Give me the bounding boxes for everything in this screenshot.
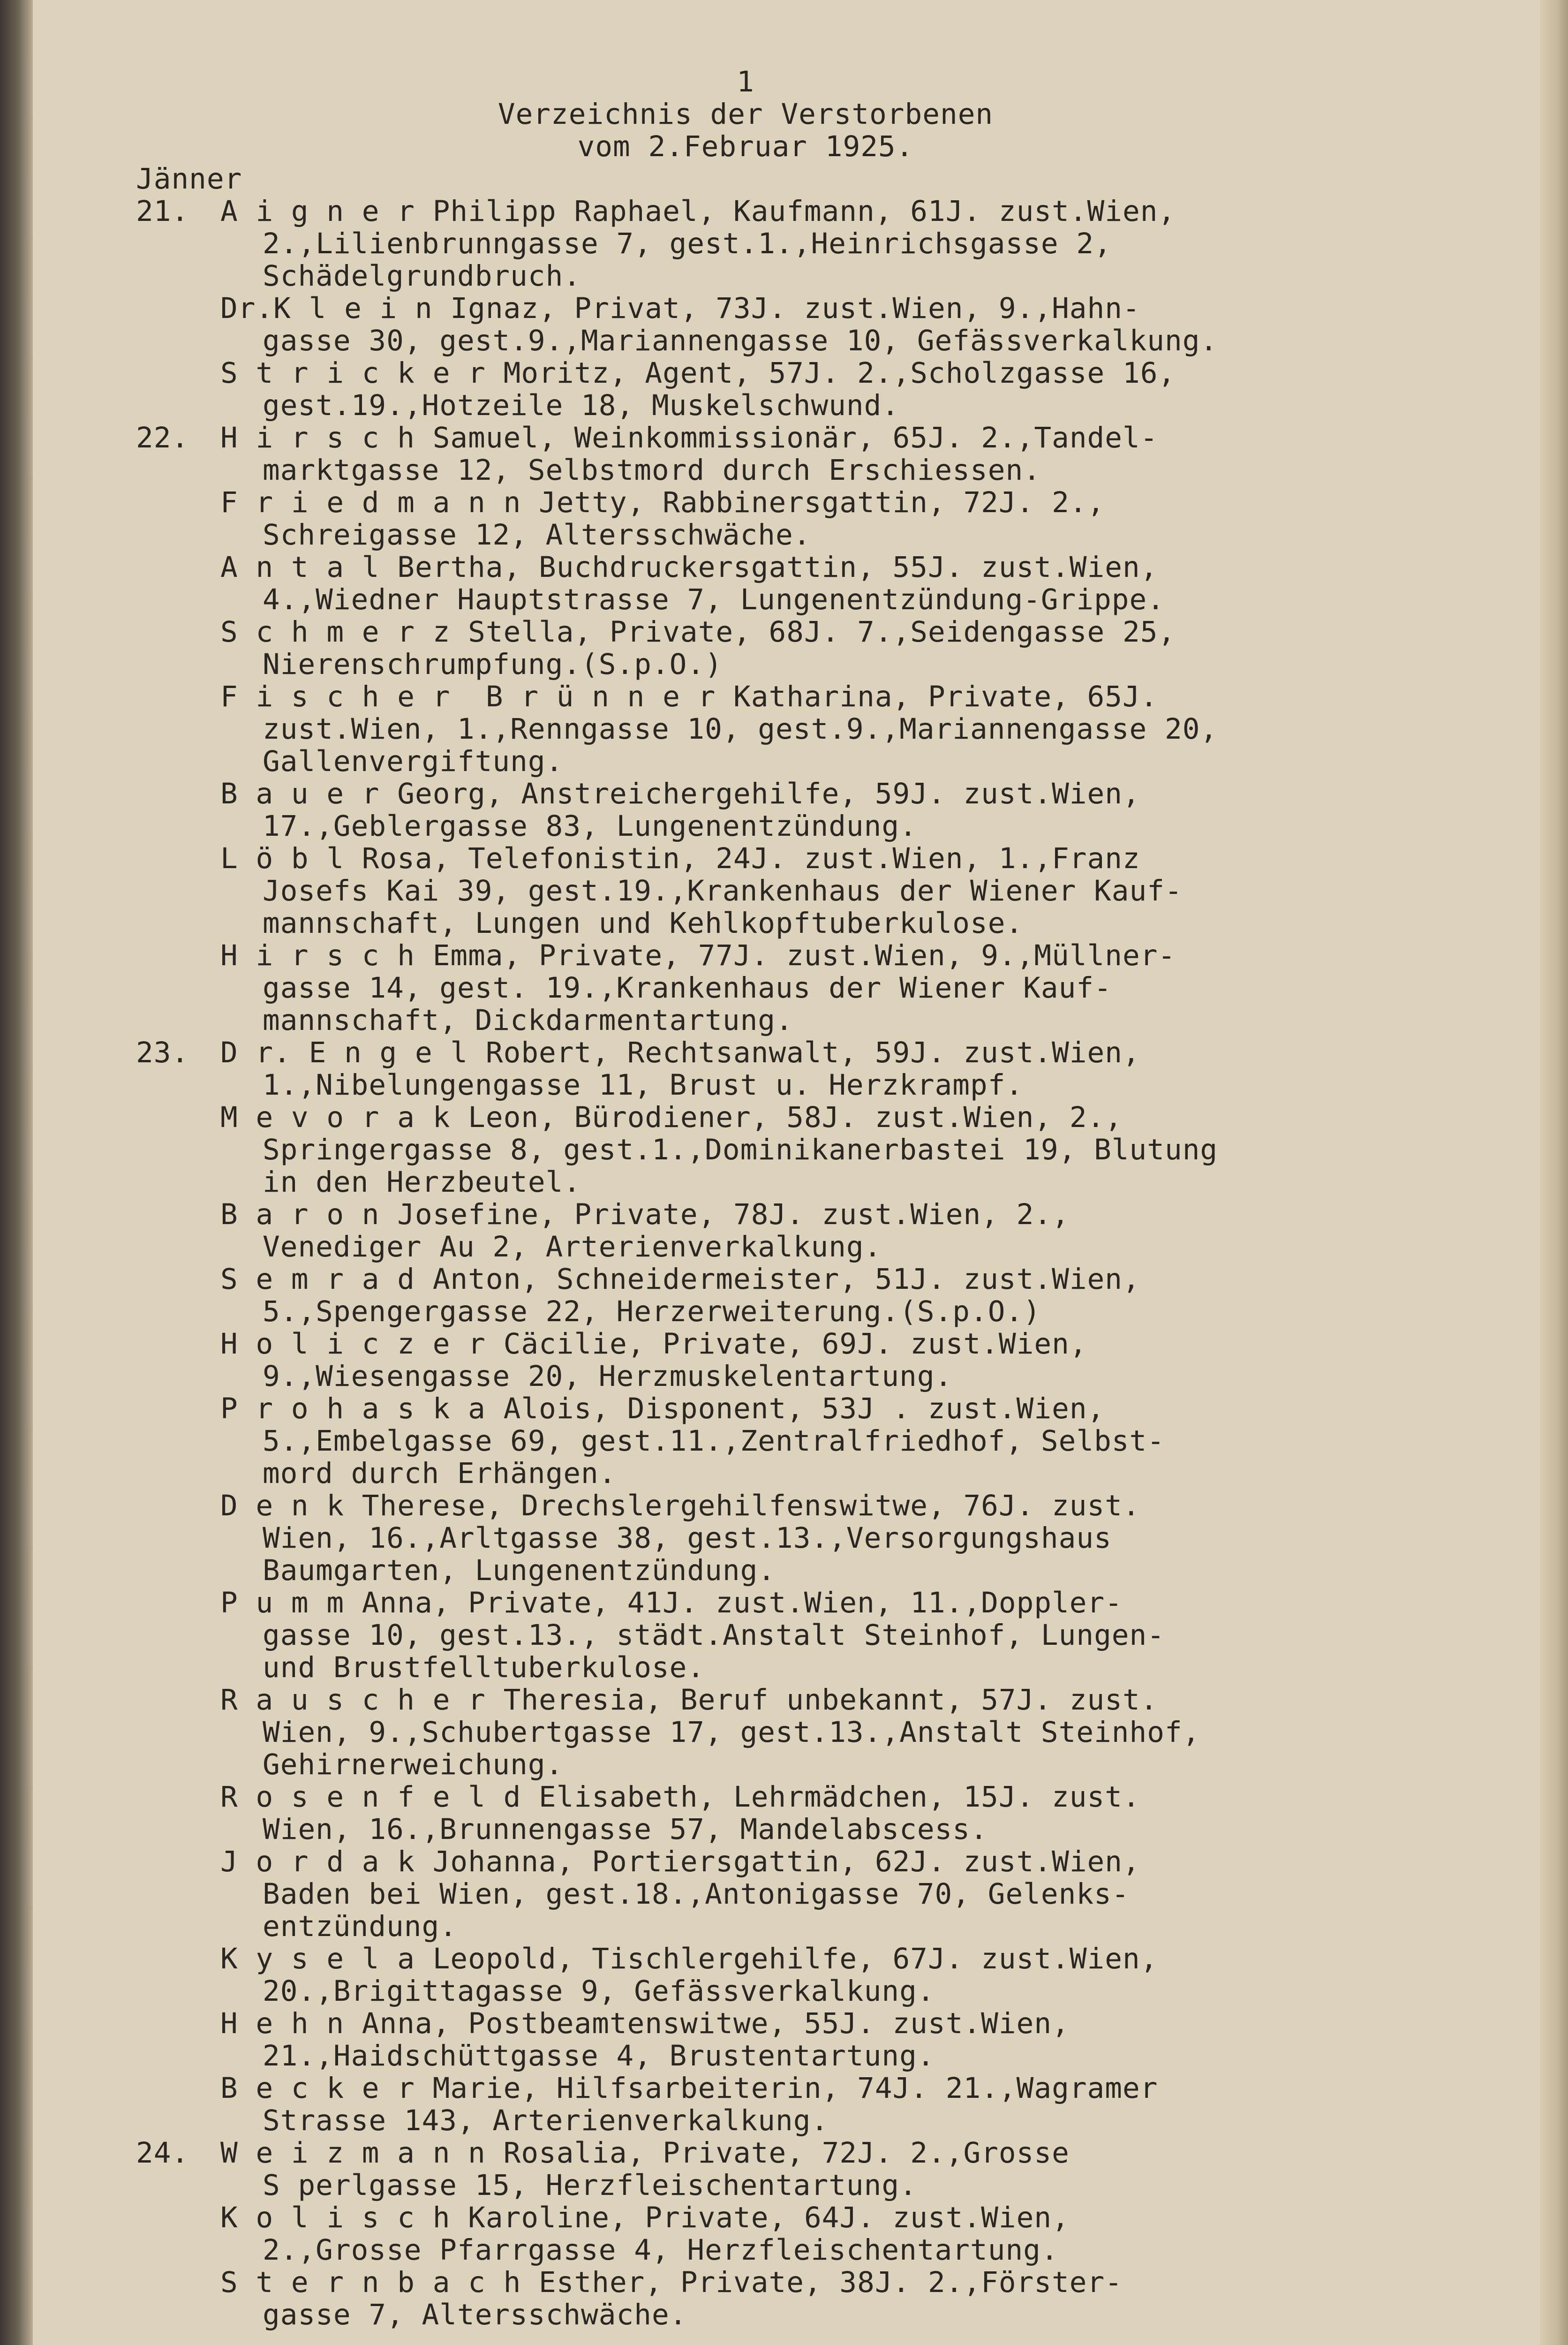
entry-details: Ignaz, Privat, 73J. zust.Wien, 9.,Hahn- [432,292,1140,325]
day-label: 21. [136,195,189,228]
entry-details: Theresia, Beruf unbekannt, 57J. zust. [485,1683,1158,1717]
entry-first-line [220,422,1355,454]
entry-first-line [220,2266,1355,2299]
register-entry [136,422,1355,486]
register-entry [136,1781,1355,1846]
register-entry [136,551,1355,616]
entry-first-line [220,681,1355,713]
entry-details: Moritz, Agent, 57J. 2.,Scholzgasse 16, [485,356,1176,390]
deceased-surname: P r o h a s k a [220,1392,486,1425]
entry-details: Leon, Bürodiener, 58J. zust.Wien, 2., [450,1101,1123,1134]
deceased-surname: F r i e d m a n n [220,486,521,519]
entry-first-line [220,551,1355,583]
deceased-surname: B a r o n [220,1198,380,1231]
entry-details: Karoline, Private, 64J. zust.Wien, [450,2201,1070,2234]
day-group [136,2137,1355,2331]
entry-details: Georg, Anstreichergehilfe, 59J. zust.Wien, [379,777,1140,810]
entry-continuation-line: gasse 10, gest.13., städt.Anstalt Steinhof, Lungen- [263,1619,1165,1652]
day-label: 23. [136,1036,189,1069]
register-entry [136,1587,1355,1684]
entry-first-line [220,2072,1355,2104]
book-spine-shadow [0,0,33,2345]
entry-first-line [220,939,1355,972]
deceased-surname: K o l i s c h [220,2201,451,2234]
register-entry [136,842,1355,939]
register-entry [136,357,1355,422]
deceased-surname: S t e r n b a c h [220,2266,521,2299]
page-number: 1 [737,65,754,98]
deceased-surname: R a u s c h e r [220,1683,486,1717]
document-content [136,66,1355,2331]
deceased-surname: H i r s c h [220,939,415,972]
entry-first-line [220,1684,1355,1716]
month-heading: Jänner [136,162,242,196]
entry-details: Anna, Postbeamtenswitwe, 55J. zust.Wien, [344,2007,1070,2040]
entry-details: Josefine, Private, 78J. zust.Wien, 2., [379,1198,1070,1231]
register-entry [136,616,1355,681]
entry-continuation-line: gasse 7, Altersschwäche. [263,2298,687,2331]
entry-continuation-line: Strasse 143, Arterienverkalkung. [263,2104,829,2137]
entry-details: Johanna, Portiersgattin, 62J. zust.Wien, [415,1845,1140,1878]
entry-first-line [220,1101,1355,1134]
register-entry [136,1392,1355,1490]
entry-first-line [220,2007,1355,2040]
day-label: 24. [136,2136,189,2170]
entry-details: Katharina, Private, 65J. [716,680,1158,713]
entry-continuation-line: gasse 14, gest. 19.,Krankenhaus der Wiener Kauf- [263,971,1112,1005]
entry-continuation-line: gest.19.,Hotzeile 18, Muskelschwund. [263,389,900,422]
day-group [136,195,1355,422]
entry-continuation-line: entzündung. [263,1910,457,1943]
deceased-surname: S c h m e r z [220,615,451,649]
entry-first-line [220,357,1355,389]
deceased-surname: D r. E n g e l [220,1036,468,1069]
entry-continuation-line: 5.,Spengergasse 22, Herzerweiterung.(S.p.O.) [263,1295,1041,1328]
entry-first-line [220,2137,1355,2169]
entry-first-line [220,195,1355,227]
entry-continuation-line: Gallenvergiftung. [263,745,564,778]
deceased-surname: F i s c h e r B r ü n n e r [220,680,716,713]
deceased-surname: H o l i c z e r [220,1327,486,1361]
register-entry [136,1490,1355,1587]
deceased-surname: H e h n [220,2007,345,2040]
entry-details: Anna, Private, 41J. zust.Wien, 11.,Doppler- [344,1586,1123,1619]
entry-first-line [220,1198,1355,1231]
deceased-surname: M e v o r a k [220,1101,451,1134]
entry-first-line [220,842,1355,875]
entry-details: Elisabeth, Lehrmädchen, 15J. zust. [521,1780,1140,1814]
entry-first-line [220,1263,1355,1295]
deceased-surname: S e m r a d [220,1263,415,1296]
entry-continuation-line: und Brustfelltuberkulose. [263,1651,705,1684]
register-entry [136,1198,1355,1263]
register-entry [136,292,1355,357]
register-entry [136,1101,1355,1198]
entry-continuation-line: Wien, 16.,Arltgasse 38, gest.13.,Versorgungshaus [263,1521,1112,1555]
entry-details: Leopold, Tischlergehilfe, 67J. zust.Wien, [415,1942,1158,1975]
entry-continuation-line: gasse 30, gest.9.,Mariannengasse 10, Gefässverkalkung. [263,324,1218,357]
register-entry [136,195,1355,292]
entry-continuation-line: Wien, 16.,Brunnengasse 57, Mandelabscess. [263,1813,988,1846]
register-entry [136,486,1355,551]
entry-details: Stella, Private, 68J. 7.,Seidengasse 25, [450,615,1176,649]
entry-first-line [220,1846,1355,1878]
register-entry [136,2072,1355,2137]
entry-details: Bertha, Buchdruckersgattin, 55J. zust.Wien, [379,551,1158,584]
entry-details: Anton, Schneidermeister, 51J. zust.Wien, [415,1263,1140,1296]
entry-first-line [220,2201,1355,2234]
entry-details: Cäcilie, Private, 69J. zust.Wien, [485,1327,1087,1361]
register-entry [136,2201,1355,2266]
document-title-line-1: Verzeichnis der Verstorbenen [498,98,994,131]
entry-continuation-line: 1.,Nibelungengasse 11, Brust u. Herzkrampf. [263,1068,1024,1102]
entry-first-line [220,486,1355,519]
register-entry [136,939,1355,1036]
entry-first-line [220,1490,1355,1522]
deceased-surname: P u m m [220,1586,345,1619]
entry-continuation-line: S perlgasse 15, Herzfleischentartung. [263,2169,917,2202]
death-register-list [136,195,1355,2331]
register-entry [136,2137,1355,2201]
entry-details: Rosa, Telefonistin, 24J. zust.Wien, 1.,Franz [344,842,1140,875]
entry-continuation-line: Baden bei Wien, gest.18.,Antonigasse 70, Gelenks- [263,1877,1130,1911]
entry-continuation-line: 21.,Haidschüttgasse 4, Brustentartung. [263,2039,935,2073]
day-group [136,1036,1355,2137]
entry-continuation-line: Baumgarten, Lungenentzündung. [263,1554,776,1587]
entry-continuation-line: 2.,Grosse Pfarrgasse 4, Herzfleischentartung. [263,2233,1059,2267]
deceased-surname: L ö b l [220,842,345,875]
entry-first-line [220,1392,1355,1425]
entry-first-line [220,1036,1355,1069]
register-entry [136,1036,1355,1101]
day-group [136,422,1355,1036]
entry-details: Alois, Disponent, 53J . zust.Wien, [485,1392,1105,1425]
entry-continuation-line: mannschaft, Lungen und Kehlkopftuberkulose. [263,907,1024,940]
page-edge [1540,0,1568,2345]
entry-details: Therese, Drechslergehilfenswitwe, 76J. zust. [344,1489,1140,1522]
deceased-surname: H i r s c h [220,421,415,454]
entry-first-line [220,292,1355,325]
entry-details: Rosalia, Private, 72J. 2.,Grosse [485,2136,1070,2170]
entry-continuation-line: in den Herzbeutel. [263,1165,581,1199]
entry-details: Robert, Rechtsanwalt, 59J. zust.Wien, [468,1036,1140,1069]
deceased-surname: A i g n e r [220,195,415,228]
entry-details: Esther, Private, 38J. 2.,Förster- [521,2266,1123,2299]
entry-continuation-line: Josefs Kai 39, gest.19.,Krankenhaus der Wiener Kauf- [263,874,1183,908]
entry-continuation-line: mannschaft, Dickdarmentartung. [263,1004,793,1037]
entry-first-line [220,616,1355,648]
entry-details: Marie, Hilfsarbeiterin, 74J. 21.,Wagramer [415,2072,1158,2105]
register-entry [136,778,1355,842]
register-entry [136,1328,1355,1392]
deceased-surname: Dr.K l e i n [220,292,433,325]
deceased-surname: W e i z m a n n [220,2136,486,2170]
entry-continuation-line: Gehirnerweichung. [263,1748,564,1781]
entry-details: Samuel, Weinkommissionär, 65J. 2.,Tandel- [415,421,1158,454]
register-entry [136,2007,1355,2072]
entry-continuation-line: 2.,Lilienbrunngasse 7, gest.1.,Heinrichsgasse 2, [263,227,1112,260]
deceased-surname: D e n k [220,1489,345,1522]
entry-continuation-line: Springergasse 8, gest.1.,Dominikanerbastei 19, Blutung [263,1133,1218,1166]
entry-continuation-line: 20.,Brigittagasse 9, Gefässverkalkung. [263,1974,935,2008]
deceased-surname: B a u e r [220,777,380,810]
entry-continuation-line: zust.Wien, 1.,Renngasse 10, gest.9.,Mariannengasse 20, [263,712,1218,746]
day-label: 22. [136,421,189,454]
register-entry [136,1684,1355,1781]
entry-continuation-line: 9.,Wiesengasse 20, Herzmuskelentartung. [263,1360,953,1393]
entry-continuation-line: Venediger Au 2, Arterienverkalkung. [263,1230,882,1263]
entry-details: Emma, Private, 77J. zust.Wien, 9.,Müllner- [415,939,1176,972]
entry-continuation-line: marktgasse 12, Selbstmord durch Erschiessen. [263,454,1041,487]
deceased-surname: R o s e n f e l d [220,1780,521,1814]
deceased-surname: J o r d a k [220,1845,415,1878]
register-entry [136,1263,1355,1328]
entry-first-line [220,778,1355,810]
deceased-surname: A n t a l [220,551,380,584]
document-title-line-2: vom 2.Februar 1925. [577,130,914,163]
register-entry [136,2266,1355,2331]
entry-continuation-line: Wien, 9.,Schubertgasse 17, gest.13.,Anstalt Steinhof, [263,1716,1200,1749]
entry-continuation-line: Schreigasse 12, Altersschwäche. [263,518,811,552]
entry-first-line [220,1781,1355,1813]
entry-continuation-line: Schädelgrundbruch. [263,259,581,293]
register-entry [136,1943,1355,2007]
entry-continuation-line: 17.,Geblergasse 83, Lungenentzündung. [263,809,917,843]
entry-details: Jetty, Rabbinersgattin, 72J. 2., [521,486,1105,519]
entry-continuation-line: mord durch Erhängen. [263,1457,617,1490]
entry-continuation-line: Nierenschrumpfung.(S.p.O.) [263,648,723,681]
entry-first-line [220,1328,1355,1360]
register-entry [136,1846,1355,1943]
register-entry [136,681,1355,778]
deceased-surname: K y s e l a [220,1942,415,1975]
deceased-surname: B e c k e r [220,2072,415,2105]
entry-first-line [220,1943,1355,1975]
entry-continuation-line: 5.,Embelgasse 69, gest.11.,Zentralfriedhof, Selbst- [263,1424,1165,1458]
entry-continuation-line: 4.,Wiedner Hauptstrasse 7, Lungenentzündung-Grippe. [263,583,1165,616]
entry-first-line [220,1587,1355,1619]
deceased-surname: S t r i c k e r [220,356,486,390]
entry-details: Philipp Raphael, Kaufmann, 61J. zust.Wien, [415,195,1176,228]
